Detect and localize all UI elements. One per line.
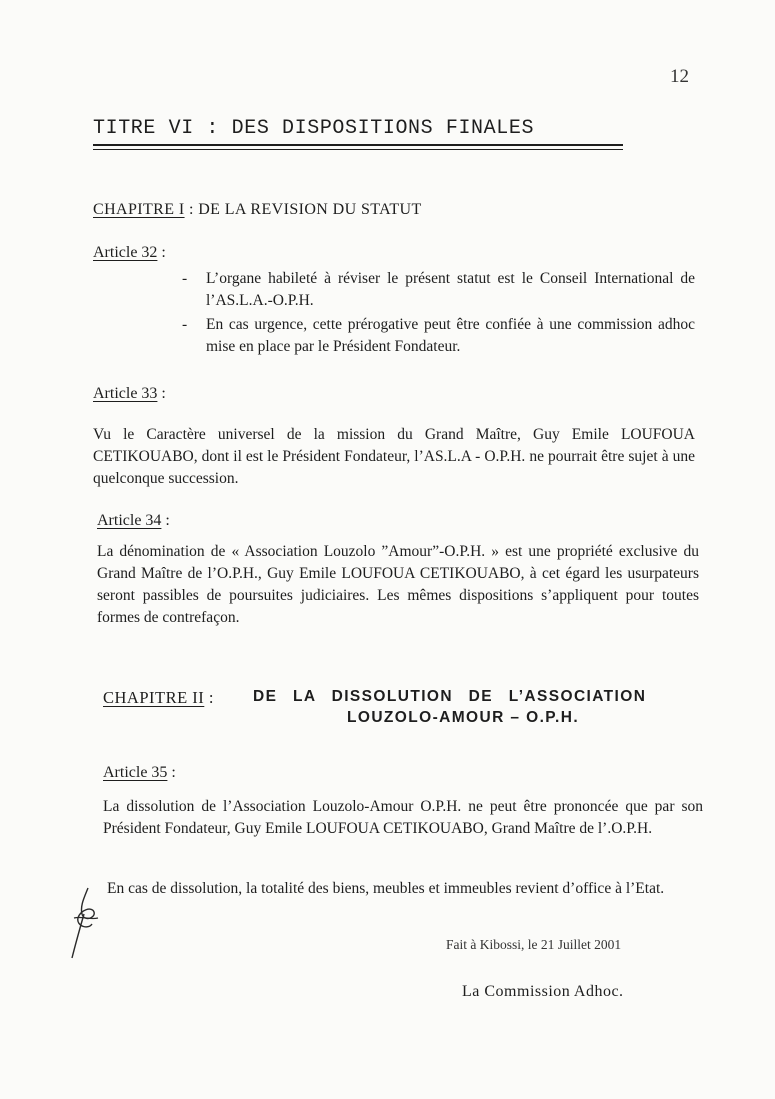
article-32-item-1: - L’organe habileté à réviser le présent statut est le Conseil International de l’AS.L.A.-O.P.H.	[180, 268, 695, 312]
chapter-1-title: DE LA REVISION DU STATUT	[198, 201, 422, 218]
place-date: Fait à Kibossi, le 21 Juillet 2001	[446, 937, 622, 952]
page-title: TITRE VI : DES DISPOSITIONS FINALES	[93, 117, 535, 140]
article-35-text-2: En cas de dissolution, la totalité des biens, meubles et immeubles revient d’office à l’Etat.	[107, 880, 665, 897]
chapter-1-label: CHAPITRE I	[93, 201, 185, 218]
chapter-1-heading	[93, 201, 422, 219]
chapter-2-separator: :	[204, 688, 215, 707]
page-number: 12	[670, 66, 689, 87]
chapter-1-separator: :	[184, 201, 199, 218]
article-32-heading	[93, 244, 166, 262]
article-35-suffix: :	[167, 764, 176, 781]
chapter-2-title-line-2: LOUZOLO-AMOUR – O.P.H.	[347, 709, 580, 726]
article-33-label: Article 33	[93, 385, 158, 402]
article-34-heading	[97, 512, 170, 530]
article-35-heading	[103, 764, 176, 782]
title-underline-thin	[93, 149, 623, 150]
article-32-item-2: - En cas urgence, cette prérogative peut être confiée à une commission adhoc mise en place par le Président Fondateur.	[180, 314, 695, 358]
article-32-label: Article 32	[93, 244, 158, 261]
article-33-suffix: :	[157, 385, 166, 402]
title-underline	[93, 144, 623, 146]
chapter-2-label: CHAPITRE II	[103, 688, 205, 707]
article-34-text: La dénomination de « Association Louzolo ”Amour”-O.P.H. » est une propriété exclusive du Grand Maître de l’O.P.H., Guy Emile LOUFOUA CETIKOUABO, à cet égard les usurpateurs seront passibles de poursuites judiciaires. Les mêmes dispositions s’appliquent pour toutes formes de contrefaçon.	[97, 543, 699, 626]
article-32-list	[180, 268, 695, 360]
signatory: La Commission Adhoc.	[462, 983, 624, 1000]
article-35-text-1: La dissolution de l’Association Louzolo-Amour O.P.H. ne peut être prononcée que par son Président Fondateur, Guy Emile LOUFOUA CETIKOUABO, Grand Maître de l’.O.P.H.	[103, 798, 703, 837]
article-35-label: Article 35	[103, 764, 168, 781]
chapter-2-title-line-1: DE LA DISSOLUTION DE L’ASSOCIATION	[253, 688, 647, 705]
article-33-text: Vu le Caractère universel de la mission du Grand Maître, Guy Emile LOUFOUA CETIKOUABO, dont il est le Président Fondateur, l’AS.L.A - O.P.H. ne pourrait être sujet à une quelconque succession.	[93, 426, 695, 487]
article-32-suffix: :	[157, 244, 166, 261]
article-33-heading	[93, 385, 166, 403]
chapter-2-label-wrap	[103, 688, 253, 727]
chapter-2-heading	[103, 688, 703, 727]
article-34-suffix: :	[161, 512, 170, 529]
chapter-2-title-wrap	[253, 688, 646, 727]
article-34-label: Article 34	[97, 512, 162, 529]
signature-mark-icon	[66, 884, 106, 964]
